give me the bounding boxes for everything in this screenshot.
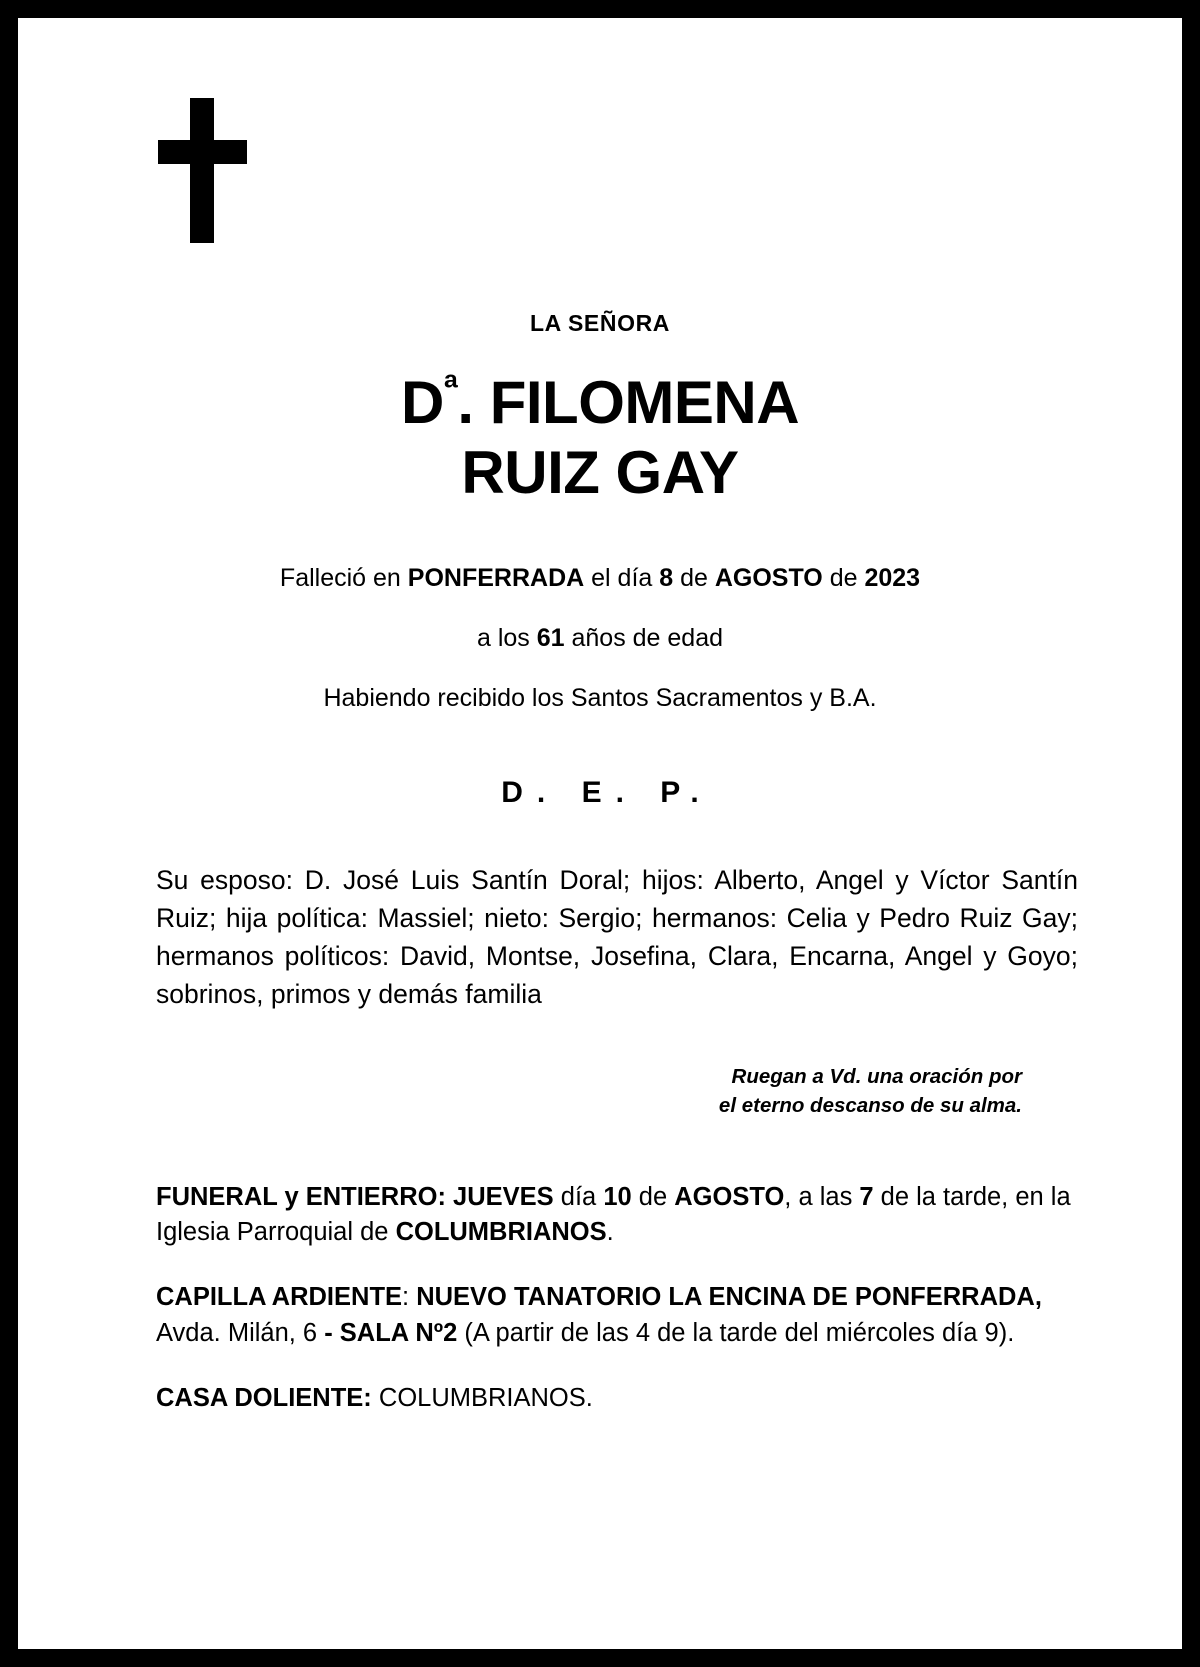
funeral-month: AGOSTO bbox=[674, 1183, 785, 1211]
chapel-address-dash: - bbox=[324, 1318, 340, 1347]
funeral-label: FUNERAL y ENTIERRO: JUEVES bbox=[156, 1183, 554, 1211]
sacraments-line: Habiendo recibido los Santos Sacramentos y B.A. bbox=[323, 684, 877, 712]
deceased-name bbox=[28, 368, 1172, 510]
name-line-1-rest: . FILOMENA bbox=[457, 368, 800, 436]
age-value: 61 bbox=[536, 624, 565, 652]
chapel-room: SALA Nº2 bbox=[339, 1318, 458, 1347]
age-prefix: a los bbox=[476, 624, 537, 652]
prayer-request-line-1: Ruegan a Vd. una oración por bbox=[731, 1065, 1022, 1088]
funeral-mid-4: de la tarde, en la Iglesia Parroquial de bbox=[156, 1183, 1071, 1247]
obituary-header bbox=[28, 310, 1172, 509]
death-place: PONFERRADA bbox=[407, 564, 585, 592]
funeral-church: COLUMBRIANOS bbox=[395, 1218, 607, 1247]
name-prefix: D bbox=[400, 368, 444, 436]
latin-cross-icon bbox=[150, 98, 260, 243]
death-year: 2023 bbox=[864, 564, 921, 592]
funeral-mid-2: de bbox=[631, 1183, 675, 1211]
funeral-hour: 7 bbox=[859, 1183, 874, 1211]
obituary-sheet bbox=[28, 28, 1172, 1639]
funeral-service-block bbox=[156, 1180, 1086, 1250]
chapel-venue: NUEVO TANATORIO LA ENCINA DE PONFERRADA, bbox=[416, 1283, 1042, 1312]
funeral-day: 10 bbox=[603, 1183, 632, 1211]
death-day: 8 bbox=[659, 564, 674, 592]
deceased-name-line-1 bbox=[28, 368, 1172, 439]
chapel-label-separator: : bbox=[402, 1283, 417, 1312]
rest-in-peace-abbreviation: D. E. P. bbox=[501, 776, 713, 809]
mourning-house-value: COLUMBRIANOS. bbox=[371, 1383, 593, 1412]
cross-vertical-bar bbox=[190, 98, 214, 243]
death-prefix: Falleció en bbox=[279, 564, 408, 592]
death-line bbox=[28, 563, 1172, 593]
funeral-mid-1: día bbox=[553, 1183, 604, 1211]
chapel-label: CAPILLA ARDIENTE bbox=[156, 1283, 403, 1312]
funeral-end: . bbox=[606, 1218, 614, 1247]
death-mid-3: de bbox=[822, 564, 865, 592]
prayer-request-line-2: el eterno descanso de su alma. bbox=[718, 1093, 1022, 1117]
death-details bbox=[28, 563, 1172, 713]
funeral-arrangements bbox=[156, 1180, 1086, 1416]
mourning-house-block bbox=[156, 1381, 1086, 1416]
chapel-address: Avda. Milán, 6 bbox=[156, 1318, 325, 1347]
death-mid-1: el día bbox=[584, 564, 660, 592]
honorific-eyebrow: LA SEÑORA bbox=[530, 310, 670, 336]
surviving-family-paragraph: Su esposo: D. José Luis Santín Doral; hijos: Alberto, Angel y Víctor Santín Ruiz; hija política: Massiel; nieto: Sergio; hermanos: Celia y Pedro Ruiz Gay; hermanos políticos: David, Montse, Josefina, Clara, Encarna, Angel y Goyo; sobrinos, primos y demás familia bbox=[156, 865, 1078, 1010]
mourning-house-label: CASA DOLIENTE: bbox=[156, 1383, 372, 1412]
cross-horizontal-bar bbox=[158, 140, 247, 164]
chapel-note: (A partir de las 4 de la tarde del miércoles día 9). bbox=[457, 1318, 1015, 1347]
name-ordinal-indicator: ª bbox=[443, 367, 458, 410]
obituary-notice-inner bbox=[18, 18, 1182, 1649]
death-month: AGOSTO bbox=[714, 564, 823, 592]
funeral-mid-3: , a las bbox=[784, 1183, 860, 1211]
age-suffix: años de edad bbox=[564, 624, 724, 652]
deceased-name-line-2: RUIZ GAY bbox=[461, 439, 739, 507]
age-line bbox=[28, 623, 1172, 653]
prayer-request bbox=[552, 1063, 1022, 1120]
death-mid-2: de bbox=[673, 564, 715, 592]
chapel-of-rest-block bbox=[156, 1280, 1086, 1350]
